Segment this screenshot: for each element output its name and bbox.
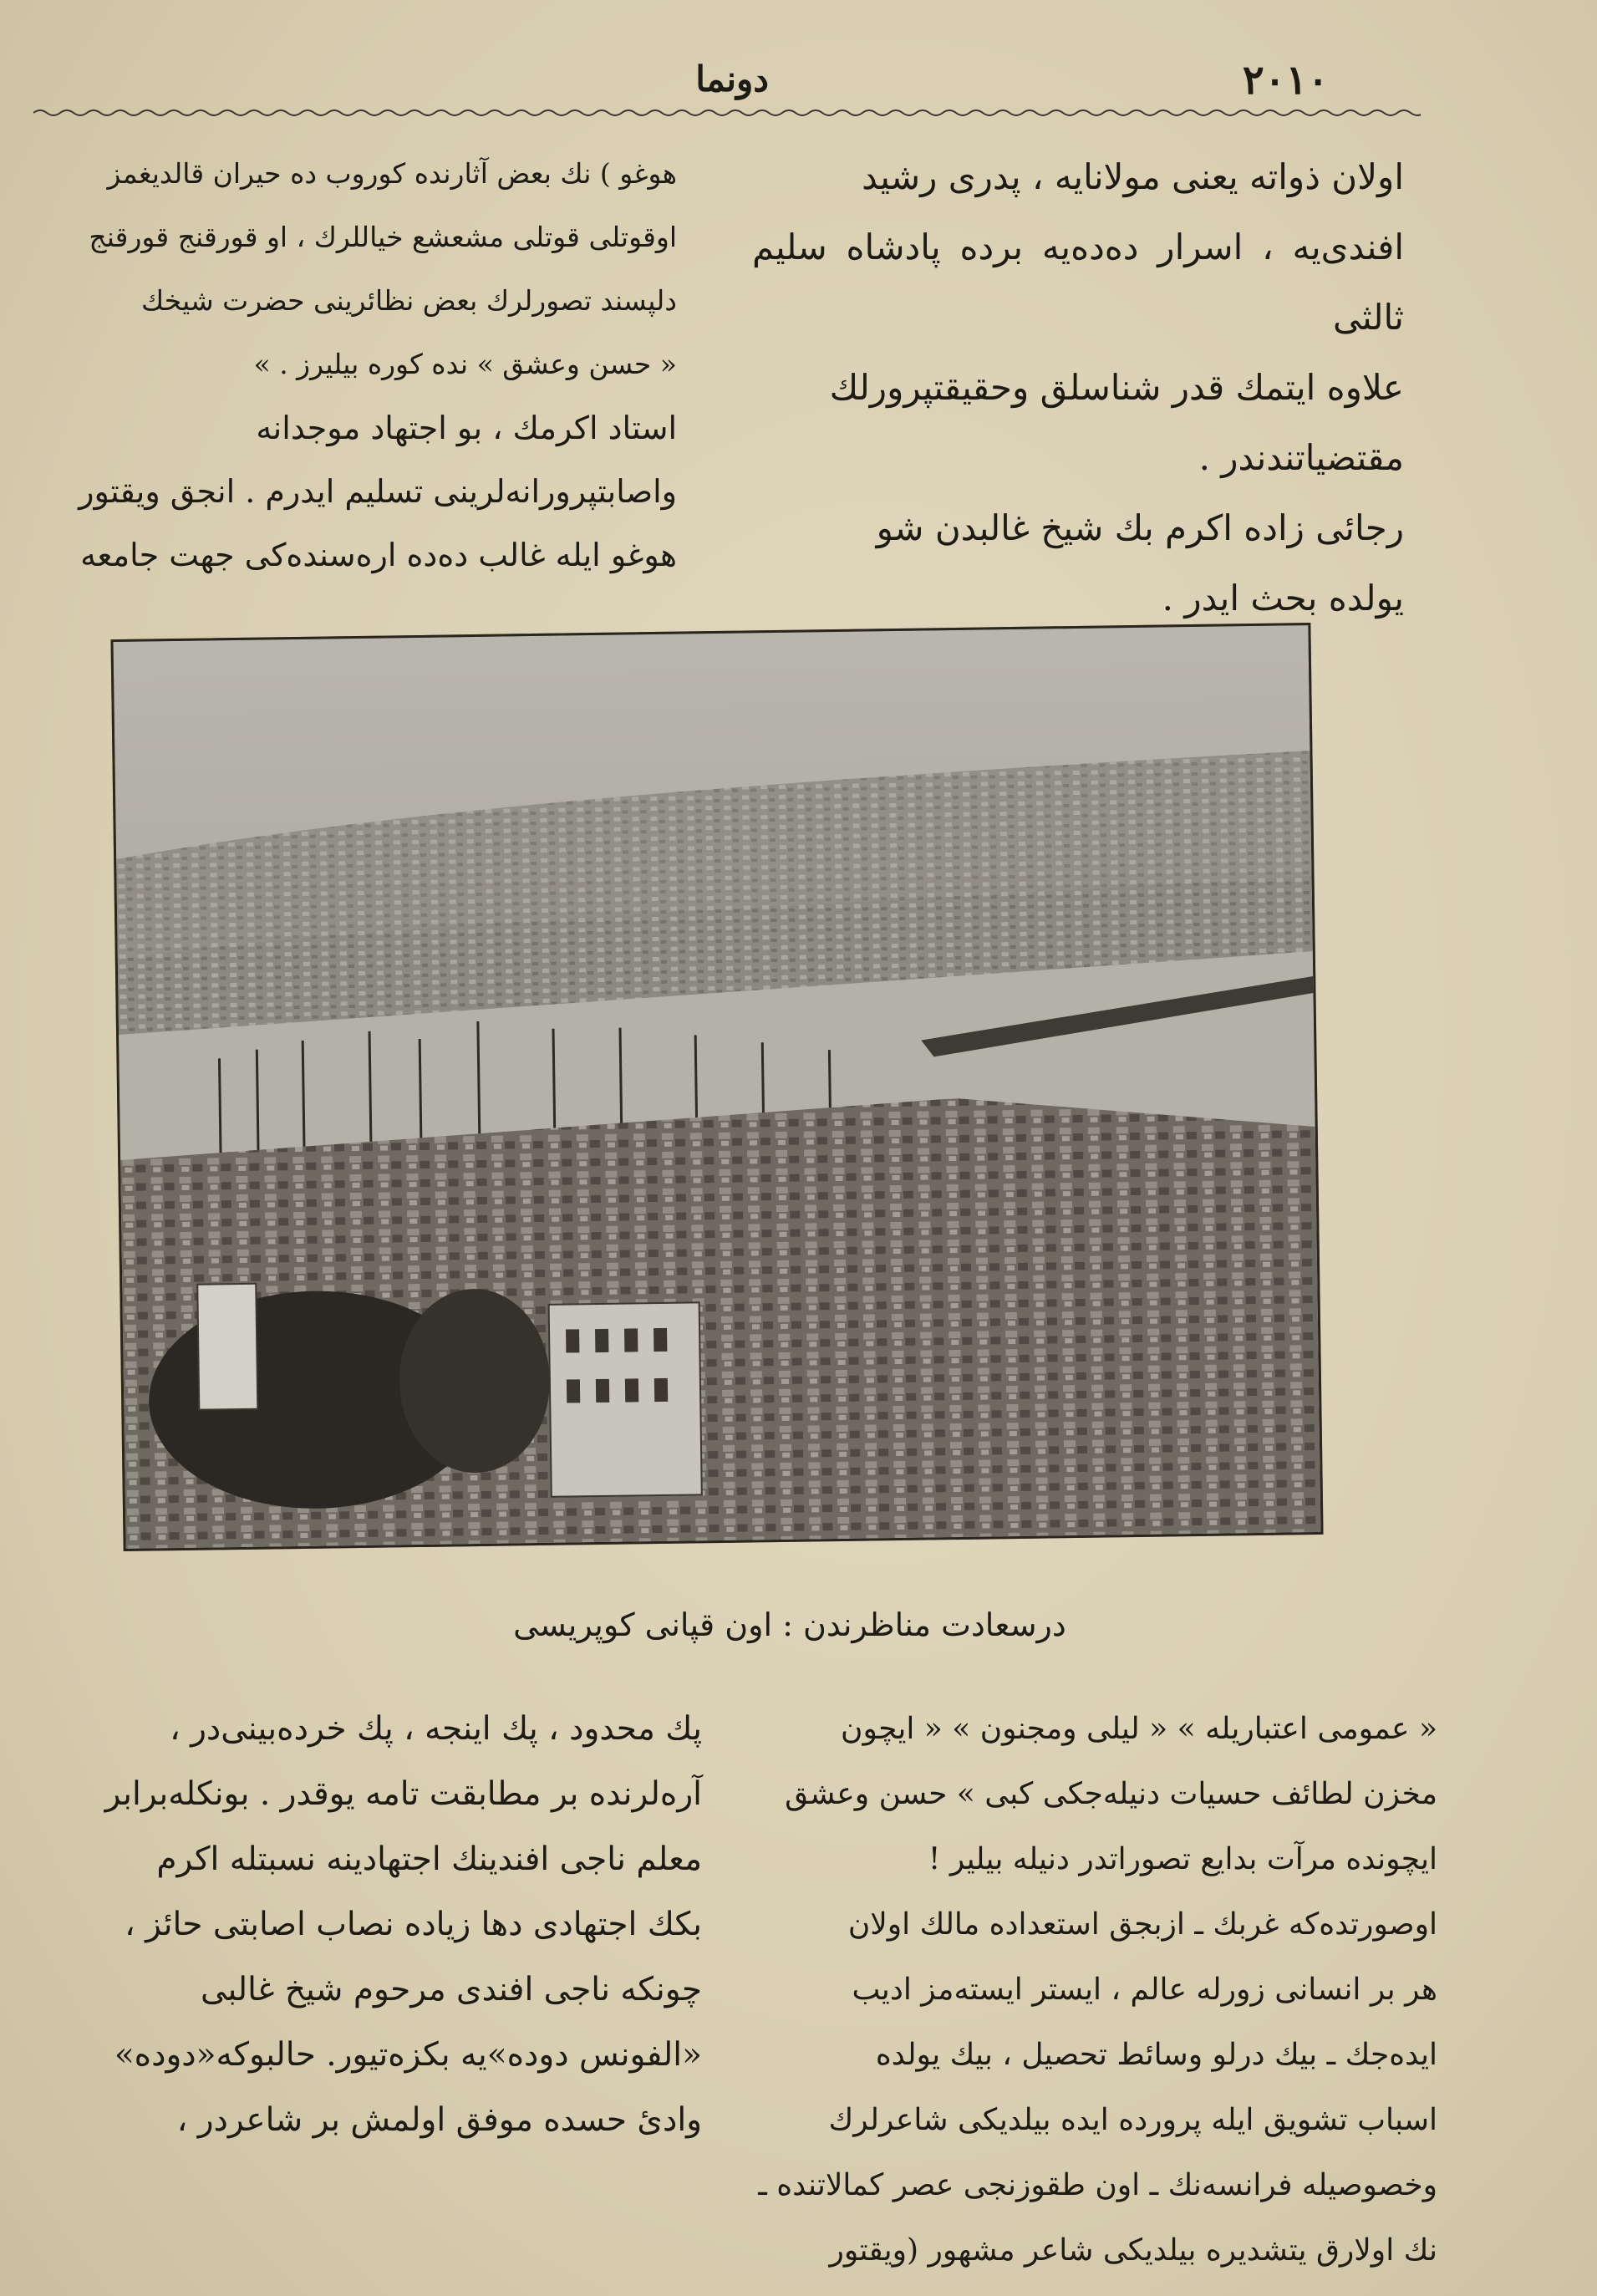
page-number: ٢٠١٠ (1242, 57, 1329, 104)
top-left-column (33, 142, 677, 587)
text-line: دلپسند تصورلرك بعض نظائرینی حضرت شیخك (140, 284, 677, 317)
text-line: معلم ناجی افندینك اجتهادینه نسبتله اکرم (156, 1840, 702, 1878)
photo-caption: درسعادت مناظرندن : اون قپانی کوپریسی (513, 1606, 1066, 1643)
istanbul-harbor-photo (110, 623, 1323, 1551)
text-line: ایچونده مرآت بدایع تصوراتدر دنیله بیلیر ! (928, 1842, 1437, 1876)
text-line: هر بر انسانی زورله عالم ، ایستر ایسته‌مز ادیب (852, 1973, 1437, 2007)
text-line: اوصورتده‌که غربك ـ ازبجق استعداده مالك اولان (847, 1907, 1437, 1942)
journal-title: دونما (695, 59, 769, 99)
text-line: واصابتپرورانه‌لرینی تسلیم ایدرم . انجق ویقتور (79, 473, 677, 510)
text-line: « حسن وعشق » نده کوره بیلیرز . » (253, 348, 677, 380)
bottom-left-column (33, 1697, 702, 2153)
text-line: اسباب تشویق ایله پرورده ایده بیلدیکی شاعرلرك (828, 2103, 1437, 2137)
text-line: پك محدود ، پك اینجه ، پك خرده‌بینی‌در ، (170, 1710, 702, 1748)
text-line: هوغو ) نك بعض آثارنده کوروب ده حیران قالدیغمز (107, 157, 677, 190)
text-line: اوقوتلی قوتلی مشعشع خیاللرك ، او قورقنج قورقنج (89, 221, 677, 253)
text-line: «الفونس دوده»یه بکزه‌تیور. حالبوکه«دوده» (114, 2036, 702, 2074)
text-line: رجائی زاده اکرم بك شیخ غالبدن شو (876, 507, 1404, 548)
header-wavy-rule (33, 107, 1421, 119)
text-line: بكك اجتهادی دها زیاده نصاب اصابتی حائز ، (125, 1906, 702, 1943)
text-line: مقتضیاتندندر . (1198, 437, 1404, 478)
page-header (33, 50, 1404, 109)
text-line: مخزن لطائف حسیات دنیله‌جکی کبی » حسن وعشق (785, 1777, 1437, 1811)
text-line: هوغو ایله غالب ده‌ده ارەسنده‌کی جهت جامعه (80, 537, 677, 573)
text-line: علاوه ایتمك قدر شناسلق وحقیقتپرورلك (829, 367, 1404, 408)
photo-illustration (113, 625, 1320, 1549)
text-line: یولده بحث ایدر . (1162, 578, 1404, 619)
text-line: « عمومی اعتباریله » « لیلی ومجنون » « ایچون (841, 1712, 1437, 1746)
bottom-right-column (752, 1697, 1437, 2283)
text-line: ایده‌جك ـ بیك درلو وسائط تحصیل ، بیك یولده (875, 2038, 1437, 2072)
text-line: نك اولارق یتشدیره بیلدیکی شاعر مشهور (ویقتور (829, 2233, 1437, 2268)
text-line: وادیٔ حسده موفق اولمش بر شاعردر ، (176, 2101, 702, 2139)
text-line: آره‌لرنده بر مطابقت تامه یوقدر . بونکله‌برابر (104, 1775, 702, 1813)
top-right-column (752, 142, 1404, 634)
text-line: وخصوصیله فرانسه‌نك ـ اون طقوزنجی عصر کمالاتنده ـ (758, 2168, 1437, 2202)
text-line: افندی‌یه ، اسرار ده‌ده‌یه برده پادشاه سلیم ثالثی (752, 227, 1404, 338)
text-line: اولان ذواته یعنی مولانایه ، پدری رشید (862, 156, 1404, 197)
text-line: چونکه ناجی افندی مرحوم شیخ غالبی (200, 1971, 702, 2008)
text-line: استاد اکرمك ، بو اجتهاد موجدانه (256, 410, 677, 446)
